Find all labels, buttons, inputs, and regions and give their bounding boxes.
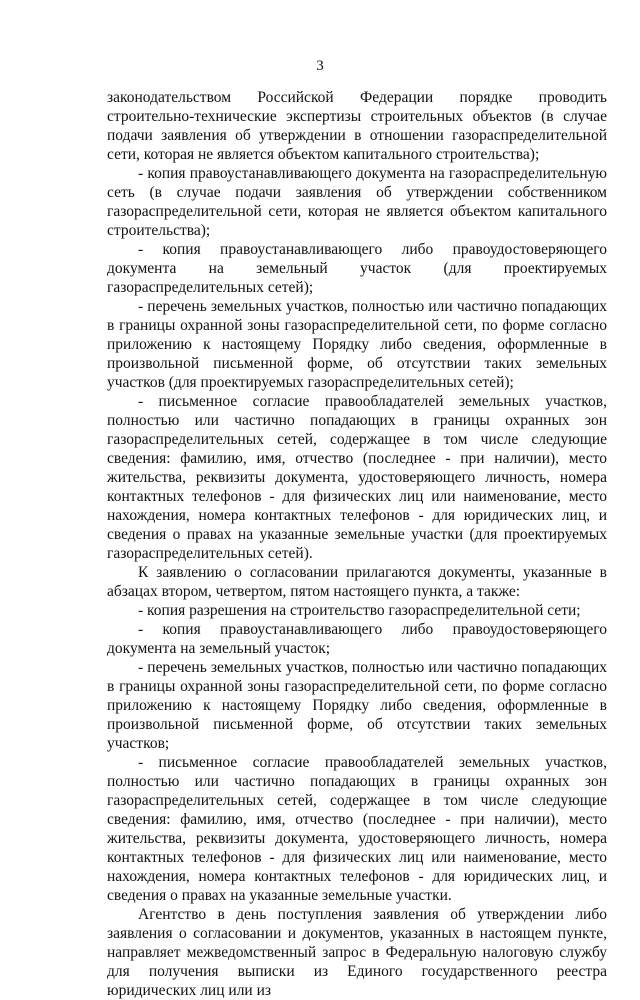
paragraph-land-plot-list-2: - перечень земельных участков, полностью или частично попадающих в границы охранной зоны газораспределительной сети, по форме согласно приложению к настоящему Порядку либо сведения, оформленные в произвольной письменной форме, об отсутствии таких земельных участков; xyxy=(107,659,607,752)
paragraph-continuation: законодательством Российской Федерации порядке проводить строительно-технические экспертизы строительных объектов (в случае подачи заявления об утверждении в отношении газораспределительной сети, которая не является объектом капитального строительства); xyxy=(107,89,607,163)
paragraph-gas-network-title-copy: - копия правоустанавливающего документа на газораспределительную сеть (в случае подачи заявления об утверждении собственником газораспределительной сети, которая не является объектом капитального строительства); xyxy=(107,165,607,239)
page-number: 3 xyxy=(316,58,324,74)
paragraph-land-plot-title-copy: - копия правоустанавливающего либо правоудостоверяющего документа на земельный участок (для проектируемых газораспределительных сетей); xyxy=(107,241,607,296)
paragraph-land-plot-list: - перечень земельных участков, полностью или частично попадающих в границы охранной зоны газораспределительной сети, по форме согласно приложению к настоящему Порядку либо сведения, оформленные в произвольной письменной форме, об отсутствии таких земельных участков (для проектируемых газораспределительных сетей); xyxy=(107,298,607,391)
paragraph-approval-attachments: К заявлению о согласовании прилагаются документы, указанные в абзацах втором, четвертом, пятом настоящего пункта, а также: xyxy=(107,564,607,600)
paragraph-owners-consent: - письменное согласие правообладателей земельных участков, полностью или частично попадающих в границы охранных зон газораспределительных сетей, содержащее в том числе следующие сведения: фамилию, имя, отчество (последнее - при наличии), место жительства, реквизиты документа, удостоверяющего личность, номера контактных телефонов - для физических лиц или наименование, место нахождения, номера контактных телефонов - для юридических лиц, и сведения о правах на указанные земельные участки (для проектируемых газораспределительных сетей). xyxy=(107,393,607,562)
paragraph-agency-request: Агентство в день поступления заявления об утверждении либо заявления о согласовании и документов, указанных в настоящем пункте, направляет межведомственный запрос в Федеральную налоговую службу для получения выписки из Единого государственного реестра юридических лиц или из xyxy=(107,906,607,999)
paragraph-owners-consent-2: - письменное согласие правообладателей земельных участков, полностью или частично попадающих в границы охранных зон газораспределительных сетей, содержащее в том числе следующие сведения: фамилию, имя, отчество (последнее - при наличии), место жительства, реквизиты документа, удостоверяющего личность, номера контактных телефонов - для физических лиц или наименование, место нахождения, номера контактных телефонов - для юридических лиц, и сведения о правах на указанные земельные участки. xyxy=(107,754,607,904)
paragraph-construction-permit-copy: - копия разрешения на строительство газораспределительной сети; xyxy=(138,602,581,619)
document-body xyxy=(107,88,607,1000)
paragraph-land-plot-document-copy: - копия правоустанавливающего либо правоудостоверяющего документа на земельный участок; xyxy=(107,621,607,657)
